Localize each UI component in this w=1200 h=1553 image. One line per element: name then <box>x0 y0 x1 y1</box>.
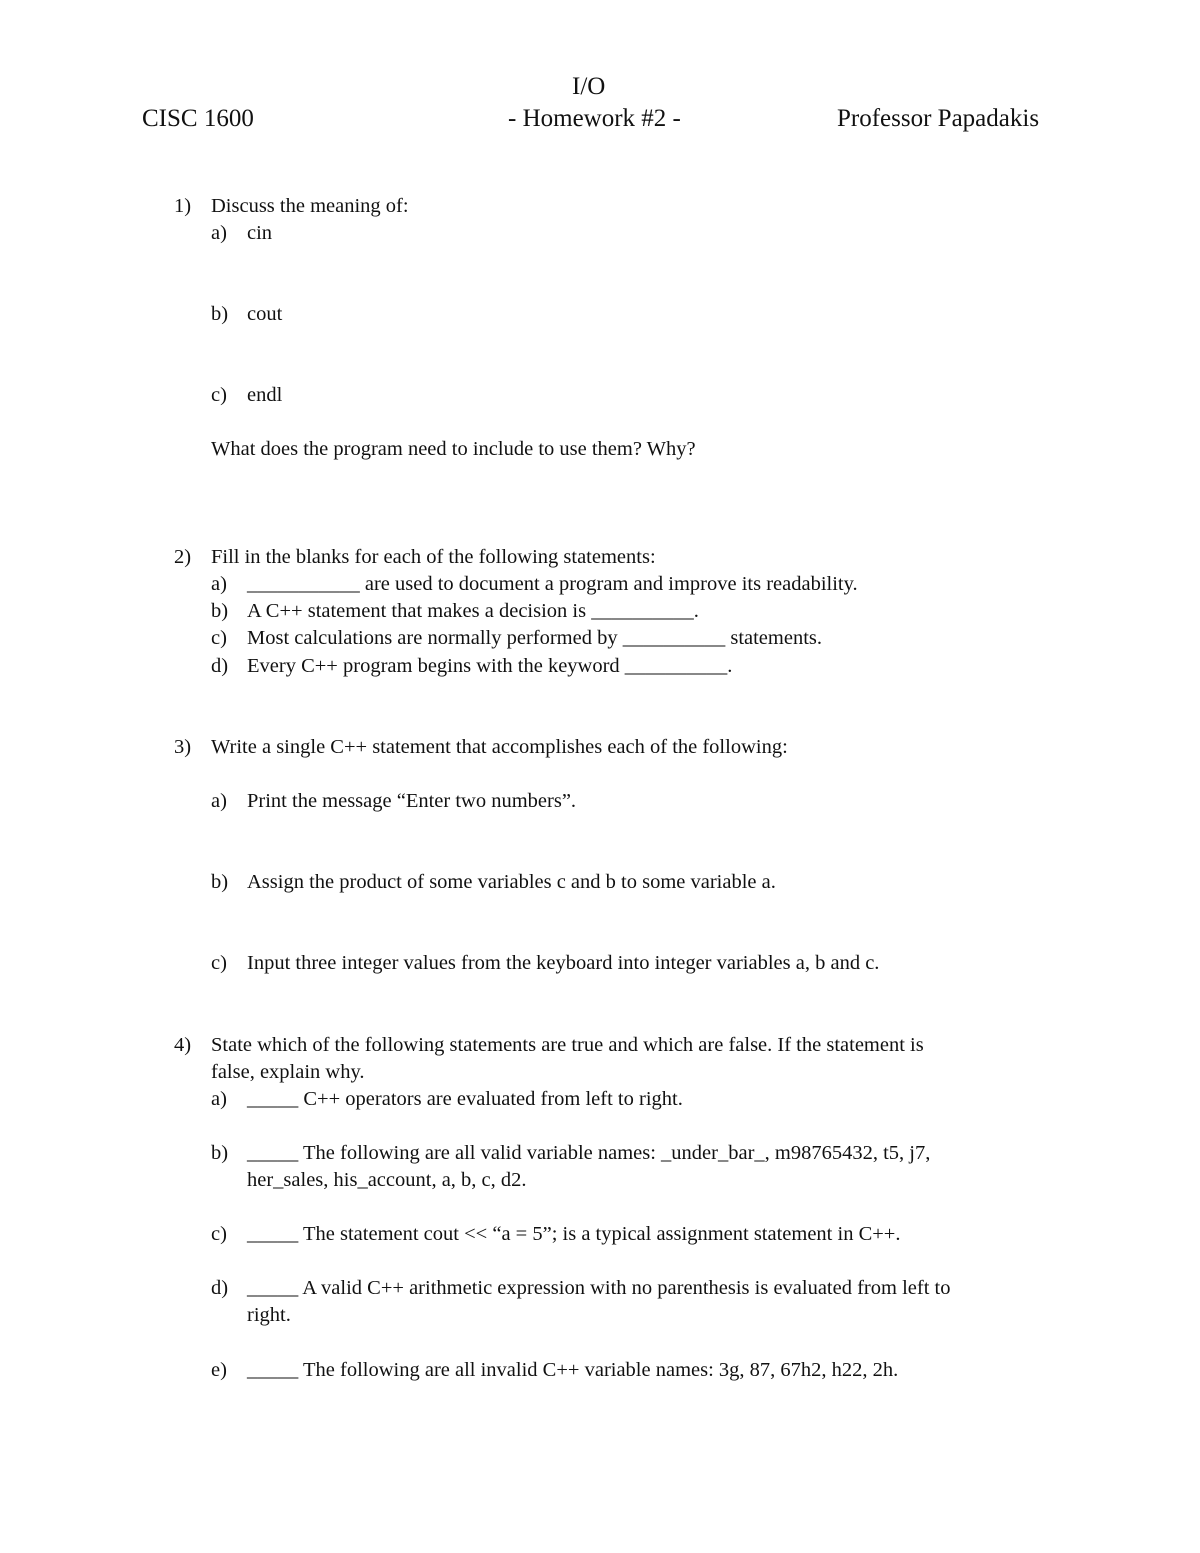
question-4b-text-line-1: _____ The following are all valid variable names: _under_bar_, m98765432, t5, j7, <box>247 1142 931 1164</box>
question-3-text: Write a single C++ statement that accomplishes each of the following: <box>211 736 788 758</box>
question-1b-label: b) <box>211 303 229 325</box>
question-4a-text: _____ C++ operators are evaluated from left to right. <box>247 1088 683 1110</box>
question-2a-text: ___________ are used to document a program and improve its readability. <box>247 573 858 595</box>
question-3c-label: c) <box>211 952 227 974</box>
question-1-number: 1) <box>174 195 192 217</box>
question-4-text-line-2: false, explain why. <box>211 1061 365 1083</box>
question-2b-label: b) <box>211 600 229 622</box>
question-2b-text: A C++ statement that makes a decision is __________. <box>247 600 699 622</box>
question-2-number: 2) <box>174 546 192 568</box>
instructor-name: Professor Papadakis <box>837 105 1040 132</box>
question-4b-text-line-2: her_sales, his_account, a, b, c, d2. <box>247 1169 527 1191</box>
question-3c-text: Input three integer values from the keyboard into integer variables a, b and c. <box>247 952 880 974</box>
question-1a-text: cin <box>247 222 273 244</box>
question-4-text-line-1: State which of the following statements are true and which are false. If the statement is <box>211 1034 924 1056</box>
question-1-text: Discuss the meaning of: <box>211 195 409 217</box>
question-4c-text: _____ The statement cout << “a = 5”; is a typical assignment statement in C++. <box>247 1223 901 1245</box>
question-1-followup: What does the program need to include to use them? Why? <box>211 438 696 460</box>
question-4d-text-line-1: _____ A valid C++ arithmetic expression with no parenthesis is evaluated from left to <box>247 1277 951 1299</box>
question-2d-label: d) <box>211 655 229 677</box>
course-code: CISC 1600 <box>142 105 254 132</box>
question-3b-text: Assign the product of some variables c and b to some variable a. <box>247 871 776 893</box>
question-4b-label: b) <box>211 1142 229 1164</box>
question-1c-label: c) <box>211 384 227 406</box>
question-4e-label: e) <box>211 1359 227 1381</box>
topic-title: I/O <box>572 73 606 100</box>
question-2a-label: a) <box>211 573 227 595</box>
question-1b-text: cout <box>247 303 283 325</box>
question-4a-label: a) <box>211 1088 227 1110</box>
question-2c-text: Most calculations are normally performed by __________ statements. <box>247 627 823 649</box>
question-4c-label: c) <box>211 1223 227 1245</box>
question-1c-text: endl <box>247 384 283 406</box>
question-3-number: 3) <box>174 736 192 758</box>
assignment-title: - Homework #2 - <box>508 105 681 132</box>
question-4d-text-line-2: right. <box>247 1304 291 1326</box>
question-3b-label: b) <box>211 871 229 893</box>
question-3a-text: Print the message “Enter two numbers”. <box>247 790 577 812</box>
question-2c-label: c) <box>211 627 227 649</box>
question-1a-label: a) <box>211 222 227 244</box>
question-4d-label: d) <box>211 1277 229 1299</box>
question-3a-label: a) <box>211 790 227 812</box>
question-2-text: Fill in the blanks for each of the following statements: <box>211 546 656 568</box>
question-4-number: 4) <box>174 1034 192 1056</box>
question-4e-text: _____ The following are all invalid C++ variable names: 3g, 87, 67h2, h22, 2h. <box>247 1359 899 1381</box>
question-2d-text: Every C++ program begins with the keyword __________. <box>247 655 733 677</box>
